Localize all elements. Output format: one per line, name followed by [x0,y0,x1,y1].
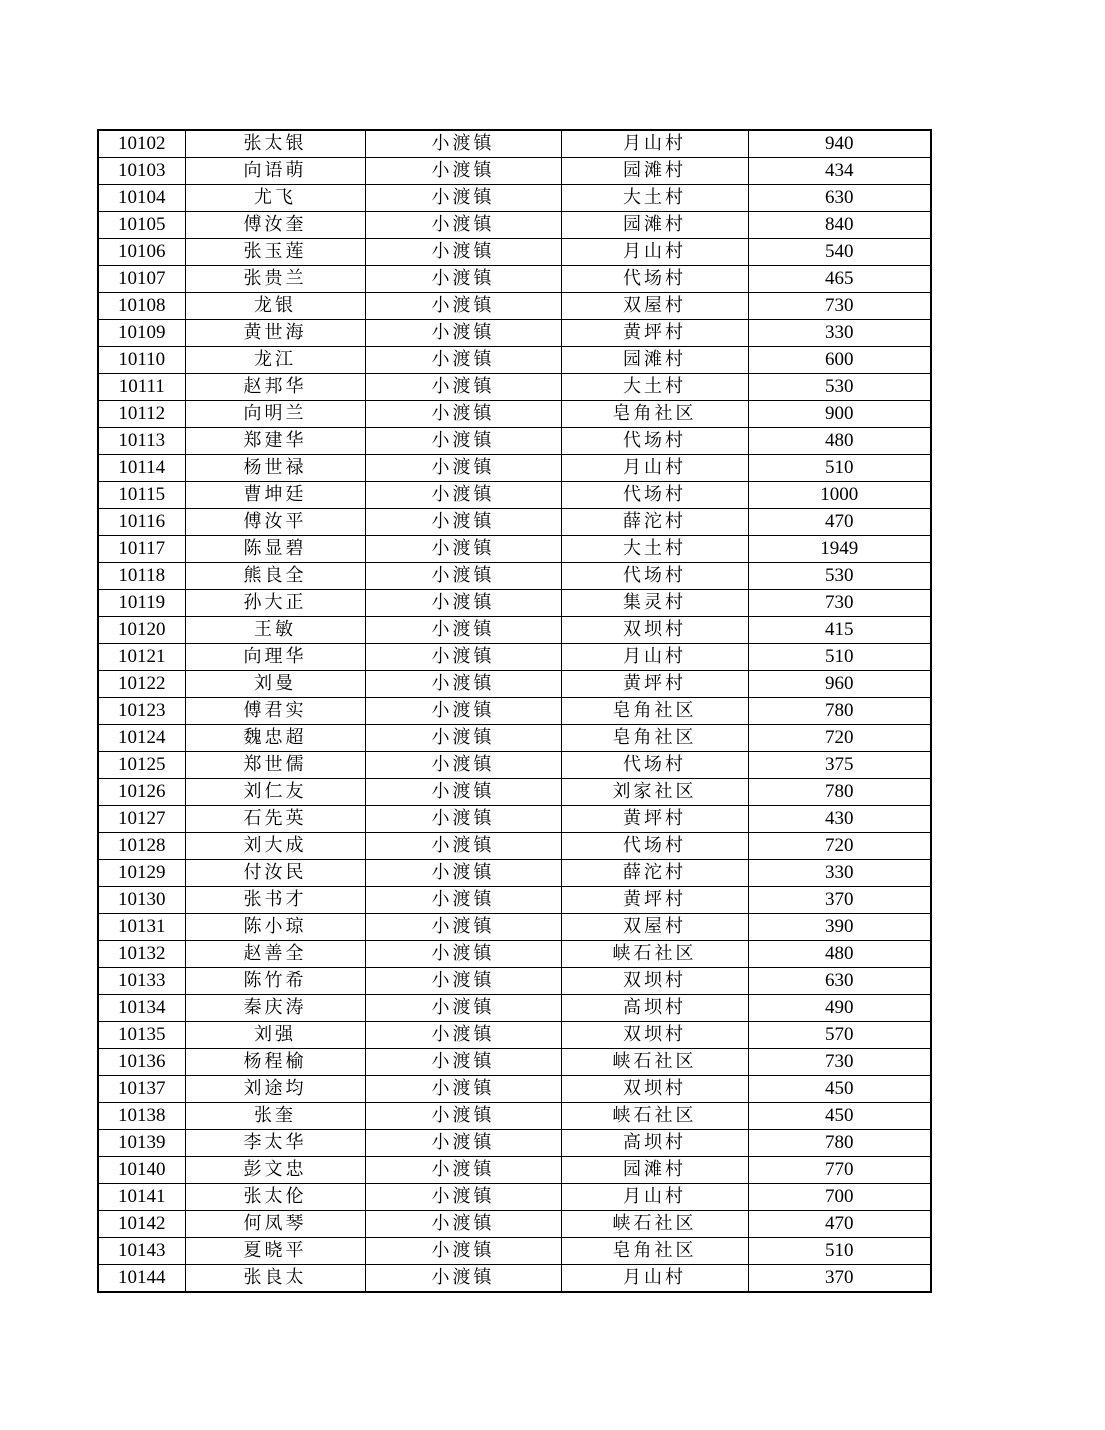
town-cell: 小渡镇 [365,887,561,914]
village-cell: 薛沱村 [561,860,748,887]
town-cell: 小渡镇 [365,1130,561,1157]
id-cell: 10138 [98,1103,185,1130]
amount-cell: 530 [748,563,931,590]
village-cell: 皂角社区 [561,698,748,725]
name-cell: 张太伦 [185,1184,365,1211]
village-cell: 代场村 [561,428,748,455]
id-cell: 10115 [98,482,185,509]
table-row [98,671,931,698]
table-row [98,833,931,860]
amount-cell: 510 [748,644,931,671]
id-cell: 10112 [98,401,185,428]
town-cell: 小渡镇 [365,914,561,941]
amount-cell: 430 [748,806,931,833]
amount-cell: 780 [748,779,931,806]
village-cell: 园滩村 [561,347,748,374]
id-cell: 10104 [98,185,185,212]
name-cell: 龙江 [185,347,365,374]
town-cell: 小渡镇 [365,1265,561,1293]
village-cell: 峡石社区 [561,1103,748,1130]
name-cell: 龙银 [185,293,365,320]
name-cell: 刘曼 [185,671,365,698]
village-cell: 集灵村 [561,590,748,617]
village-cell: 黄坪村 [561,806,748,833]
id-cell: 10116 [98,509,185,536]
amount-cell: 450 [748,1103,931,1130]
town-cell: 小渡镇 [365,266,561,293]
town-cell: 小渡镇 [365,1211,561,1238]
name-cell: 何凤琴 [185,1211,365,1238]
name-cell: 张良太 [185,1265,365,1293]
table-row [98,779,931,806]
amount-cell: 480 [748,941,931,968]
id-cell: 10106 [98,239,185,266]
town-cell: 小渡镇 [365,455,561,482]
table-row [98,374,931,401]
village-cell: 双坝村 [561,1022,748,1049]
town-cell: 小渡镇 [365,293,561,320]
amount-cell: 510 [748,455,931,482]
id-cell: 10141 [98,1184,185,1211]
town-cell: 小渡镇 [365,1103,561,1130]
town-cell: 小渡镇 [365,1022,561,1049]
table-row [98,266,931,293]
name-cell: 熊良全 [185,563,365,590]
amount-cell: 480 [748,428,931,455]
table-row [98,752,931,779]
town-cell: 小渡镇 [365,941,561,968]
village-cell: 代场村 [561,752,748,779]
table-row [98,536,931,563]
name-cell: 石先英 [185,806,365,833]
name-cell: 陈小琼 [185,914,365,941]
village-cell: 黄坪村 [561,887,748,914]
id-cell: 10136 [98,1049,185,1076]
village-cell: 峡石社区 [561,941,748,968]
id-cell: 10132 [98,941,185,968]
id-cell: 10130 [98,887,185,914]
name-cell: 傅汝平 [185,509,365,536]
id-cell: 10120 [98,617,185,644]
id-cell: 10129 [98,860,185,887]
amount-cell: 960 [748,671,931,698]
village-cell: 峡石社区 [561,1211,748,1238]
table-row [98,644,931,671]
amount-cell: 1000 [748,482,931,509]
town-cell: 小渡镇 [365,212,561,239]
name-cell: 黄世海 [185,320,365,347]
id-cell: 10135 [98,1022,185,1049]
id-cell: 10140 [98,1157,185,1184]
id-cell: 10125 [98,752,185,779]
table-row [98,239,931,266]
town-cell: 小渡镇 [365,374,561,401]
village-cell: 代场村 [561,833,748,860]
town-cell: 小渡镇 [365,347,561,374]
village-cell: 双屋村 [561,914,748,941]
town-cell: 小渡镇 [365,779,561,806]
village-cell: 代场村 [561,482,748,509]
table-row [98,428,931,455]
amount-cell: 840 [748,212,931,239]
table-row [98,1103,931,1130]
table-row [98,1130,931,1157]
village-cell: 大土村 [561,374,748,401]
table-row [98,725,931,752]
name-cell: 张太银 [185,130,365,158]
village-cell: 月山村 [561,455,748,482]
amount-cell: 370 [748,887,931,914]
id-cell: 10117 [98,536,185,563]
id-cell: 10142 [98,1211,185,1238]
amount-cell: 510 [748,1238,931,1265]
name-cell: 郑世儒 [185,752,365,779]
data-table [97,129,932,1293]
id-cell: 10107 [98,266,185,293]
village-cell: 月山村 [561,1265,748,1293]
village-cell: 月山村 [561,1184,748,1211]
id-cell: 10139 [98,1130,185,1157]
amount-cell: 700 [748,1184,931,1211]
town-cell: 小渡镇 [365,725,561,752]
amount-cell: 900 [748,401,931,428]
name-cell: 张书才 [185,887,365,914]
amount-cell: 780 [748,698,931,725]
village-cell: 月山村 [561,239,748,266]
amount-cell: 530 [748,374,931,401]
amount-cell: 600 [748,347,931,374]
amount-cell: 940 [748,130,931,158]
town-cell: 小渡镇 [365,1049,561,1076]
town-cell: 小渡镇 [365,671,561,698]
id-cell: 10109 [98,320,185,347]
name-cell: 尤飞 [185,185,365,212]
name-cell: 杨程榆 [185,1049,365,1076]
amount-cell: 470 [748,509,931,536]
id-cell: 10123 [98,698,185,725]
town-cell: 小渡镇 [365,130,561,158]
table-row [98,320,931,347]
name-cell: 向语萌 [185,158,365,185]
name-cell: 向理华 [185,644,365,671]
table-row [98,1076,931,1103]
town-cell: 小渡镇 [365,968,561,995]
name-cell: 郑建华 [185,428,365,455]
name-cell: 傅汝奎 [185,212,365,239]
table-body [98,130,931,1292]
amount-cell: 390 [748,914,931,941]
amount-cell: 370 [748,1265,931,1293]
table-row [98,130,931,158]
name-cell: 张贵兰 [185,266,365,293]
town-cell: 小渡镇 [365,698,561,725]
table-row [98,401,931,428]
village-cell: 薛沱村 [561,509,748,536]
table-row [98,1238,931,1265]
town-cell: 小渡镇 [365,644,561,671]
village-cell: 园滩村 [561,1157,748,1184]
village-cell: 大土村 [561,185,748,212]
name-cell: 刘强 [185,1022,365,1049]
name-cell: 王敏 [185,617,365,644]
village-cell: 刘家社区 [561,779,748,806]
table-row [98,185,931,212]
name-cell: 陈竹希 [185,968,365,995]
town-cell: 小渡镇 [365,536,561,563]
table-row [98,1049,931,1076]
table-row [98,293,931,320]
table-row [98,995,931,1022]
id-cell: 10137 [98,1076,185,1103]
amount-cell: 465 [748,266,931,293]
table-row [98,887,931,914]
id-cell: 10131 [98,914,185,941]
name-cell: 张奎 [185,1103,365,1130]
village-cell: 双坝村 [561,1076,748,1103]
amount-cell: 415 [748,617,931,644]
amount-cell: 730 [748,1049,931,1076]
table-row [98,509,931,536]
amount-cell: 780 [748,1130,931,1157]
amount-cell: 730 [748,293,931,320]
name-cell: 刘仁友 [185,779,365,806]
name-cell: 赵善全 [185,941,365,968]
town-cell: 小渡镇 [365,1157,561,1184]
id-cell: 10108 [98,293,185,320]
village-cell: 月山村 [561,130,748,158]
amount-cell: 630 [748,968,931,995]
name-cell: 秦庆涛 [185,995,365,1022]
amount-cell: 720 [748,725,931,752]
village-cell: 代场村 [561,563,748,590]
name-cell: 李太华 [185,1130,365,1157]
town-cell: 小渡镇 [365,185,561,212]
id-cell: 10126 [98,779,185,806]
table-row [98,347,931,374]
name-cell: 刘大成 [185,833,365,860]
name-cell: 赵邦华 [185,374,365,401]
village-cell: 皂角社区 [561,401,748,428]
amount-cell: 730 [748,590,931,617]
village-cell: 园滩村 [561,158,748,185]
amount-cell: 434 [748,158,931,185]
name-cell: 魏忠超 [185,725,365,752]
amount-cell: 630 [748,185,931,212]
table-row [98,914,931,941]
table-row [98,482,931,509]
village-cell: 黄坪村 [561,320,748,347]
id-cell: 10133 [98,968,185,995]
town-cell: 小渡镇 [365,617,561,644]
name-cell: 彭文忠 [185,1157,365,1184]
name-cell: 刘途均 [185,1076,365,1103]
id-cell: 10127 [98,806,185,833]
table-row [98,455,931,482]
id-cell: 10122 [98,671,185,698]
village-cell: 大土村 [561,536,748,563]
amount-cell: 540 [748,239,931,266]
village-cell: 月山村 [561,644,748,671]
id-cell: 10124 [98,725,185,752]
table-row [98,806,931,833]
name-cell: 曹坤廷 [185,482,365,509]
amount-cell: 330 [748,860,931,887]
id-cell: 10102 [98,130,185,158]
amount-cell: 330 [748,320,931,347]
amount-cell: 470 [748,1211,931,1238]
town-cell: 小渡镇 [365,752,561,779]
id-cell: 10111 [98,374,185,401]
table-row [98,968,931,995]
name-cell: 付汝民 [185,860,365,887]
amount-cell: 490 [748,995,931,1022]
amount-cell: 375 [748,752,931,779]
village-cell: 皂角社区 [561,1238,748,1265]
id-cell: 10144 [98,1265,185,1293]
town-cell: 小渡镇 [365,833,561,860]
name-cell: 夏晓平 [185,1238,365,1265]
id-cell: 10121 [98,644,185,671]
id-cell: 10143 [98,1238,185,1265]
id-cell: 10119 [98,590,185,617]
id-cell: 10105 [98,212,185,239]
amount-cell: 570 [748,1022,931,1049]
village-cell: 双坝村 [561,968,748,995]
town-cell: 小渡镇 [365,860,561,887]
town-cell: 小渡镇 [365,806,561,833]
table-row [98,1211,931,1238]
table-row [98,698,931,725]
town-cell: 小渡镇 [365,482,561,509]
amount-cell: 720 [748,833,931,860]
town-cell: 小渡镇 [365,563,561,590]
town-cell: 小渡镇 [365,509,561,536]
village-cell: 园滩村 [561,212,748,239]
table-row [98,158,931,185]
village-cell: 双坝村 [561,617,748,644]
table-row [98,617,931,644]
town-cell: 小渡镇 [365,590,561,617]
town-cell: 小渡镇 [365,995,561,1022]
village-cell: 代场村 [561,266,748,293]
amount-cell: 450 [748,1076,931,1103]
name-cell: 杨世禄 [185,455,365,482]
amount-cell: 1949 [748,536,931,563]
town-cell: 小渡镇 [365,158,561,185]
village-cell: 高坝村 [561,995,748,1022]
id-cell: 10103 [98,158,185,185]
town-cell: 小渡镇 [365,1076,561,1103]
table-row [98,1265,931,1293]
id-cell: 10110 [98,347,185,374]
table-row [98,590,931,617]
id-cell: 10134 [98,995,185,1022]
id-cell: 10114 [98,455,185,482]
name-cell: 傅君实 [185,698,365,725]
id-cell: 10113 [98,428,185,455]
name-cell: 孙大正 [185,590,365,617]
table-row [98,860,931,887]
village-cell: 黄坪村 [561,671,748,698]
amount-cell: 770 [748,1157,931,1184]
table-row [98,941,931,968]
name-cell: 向明兰 [185,401,365,428]
village-cell: 峡石社区 [561,1049,748,1076]
village-cell: 高坝村 [561,1130,748,1157]
town-cell: 小渡镇 [365,1238,561,1265]
table-row [98,1022,931,1049]
table-row [98,212,931,239]
town-cell: 小渡镇 [365,428,561,455]
table-row [98,1157,931,1184]
town-cell: 小渡镇 [365,239,561,266]
table-row [98,563,931,590]
id-cell: 10128 [98,833,185,860]
village-cell: 双屋村 [561,293,748,320]
name-cell: 张玉莲 [185,239,365,266]
town-cell: 小渡镇 [365,320,561,347]
town-cell: 小渡镇 [365,1184,561,1211]
id-cell: 10118 [98,563,185,590]
name-cell: 陈显碧 [185,536,365,563]
village-cell: 皂角社区 [561,725,748,752]
table-row [98,1184,931,1211]
town-cell: 小渡镇 [365,401,561,428]
